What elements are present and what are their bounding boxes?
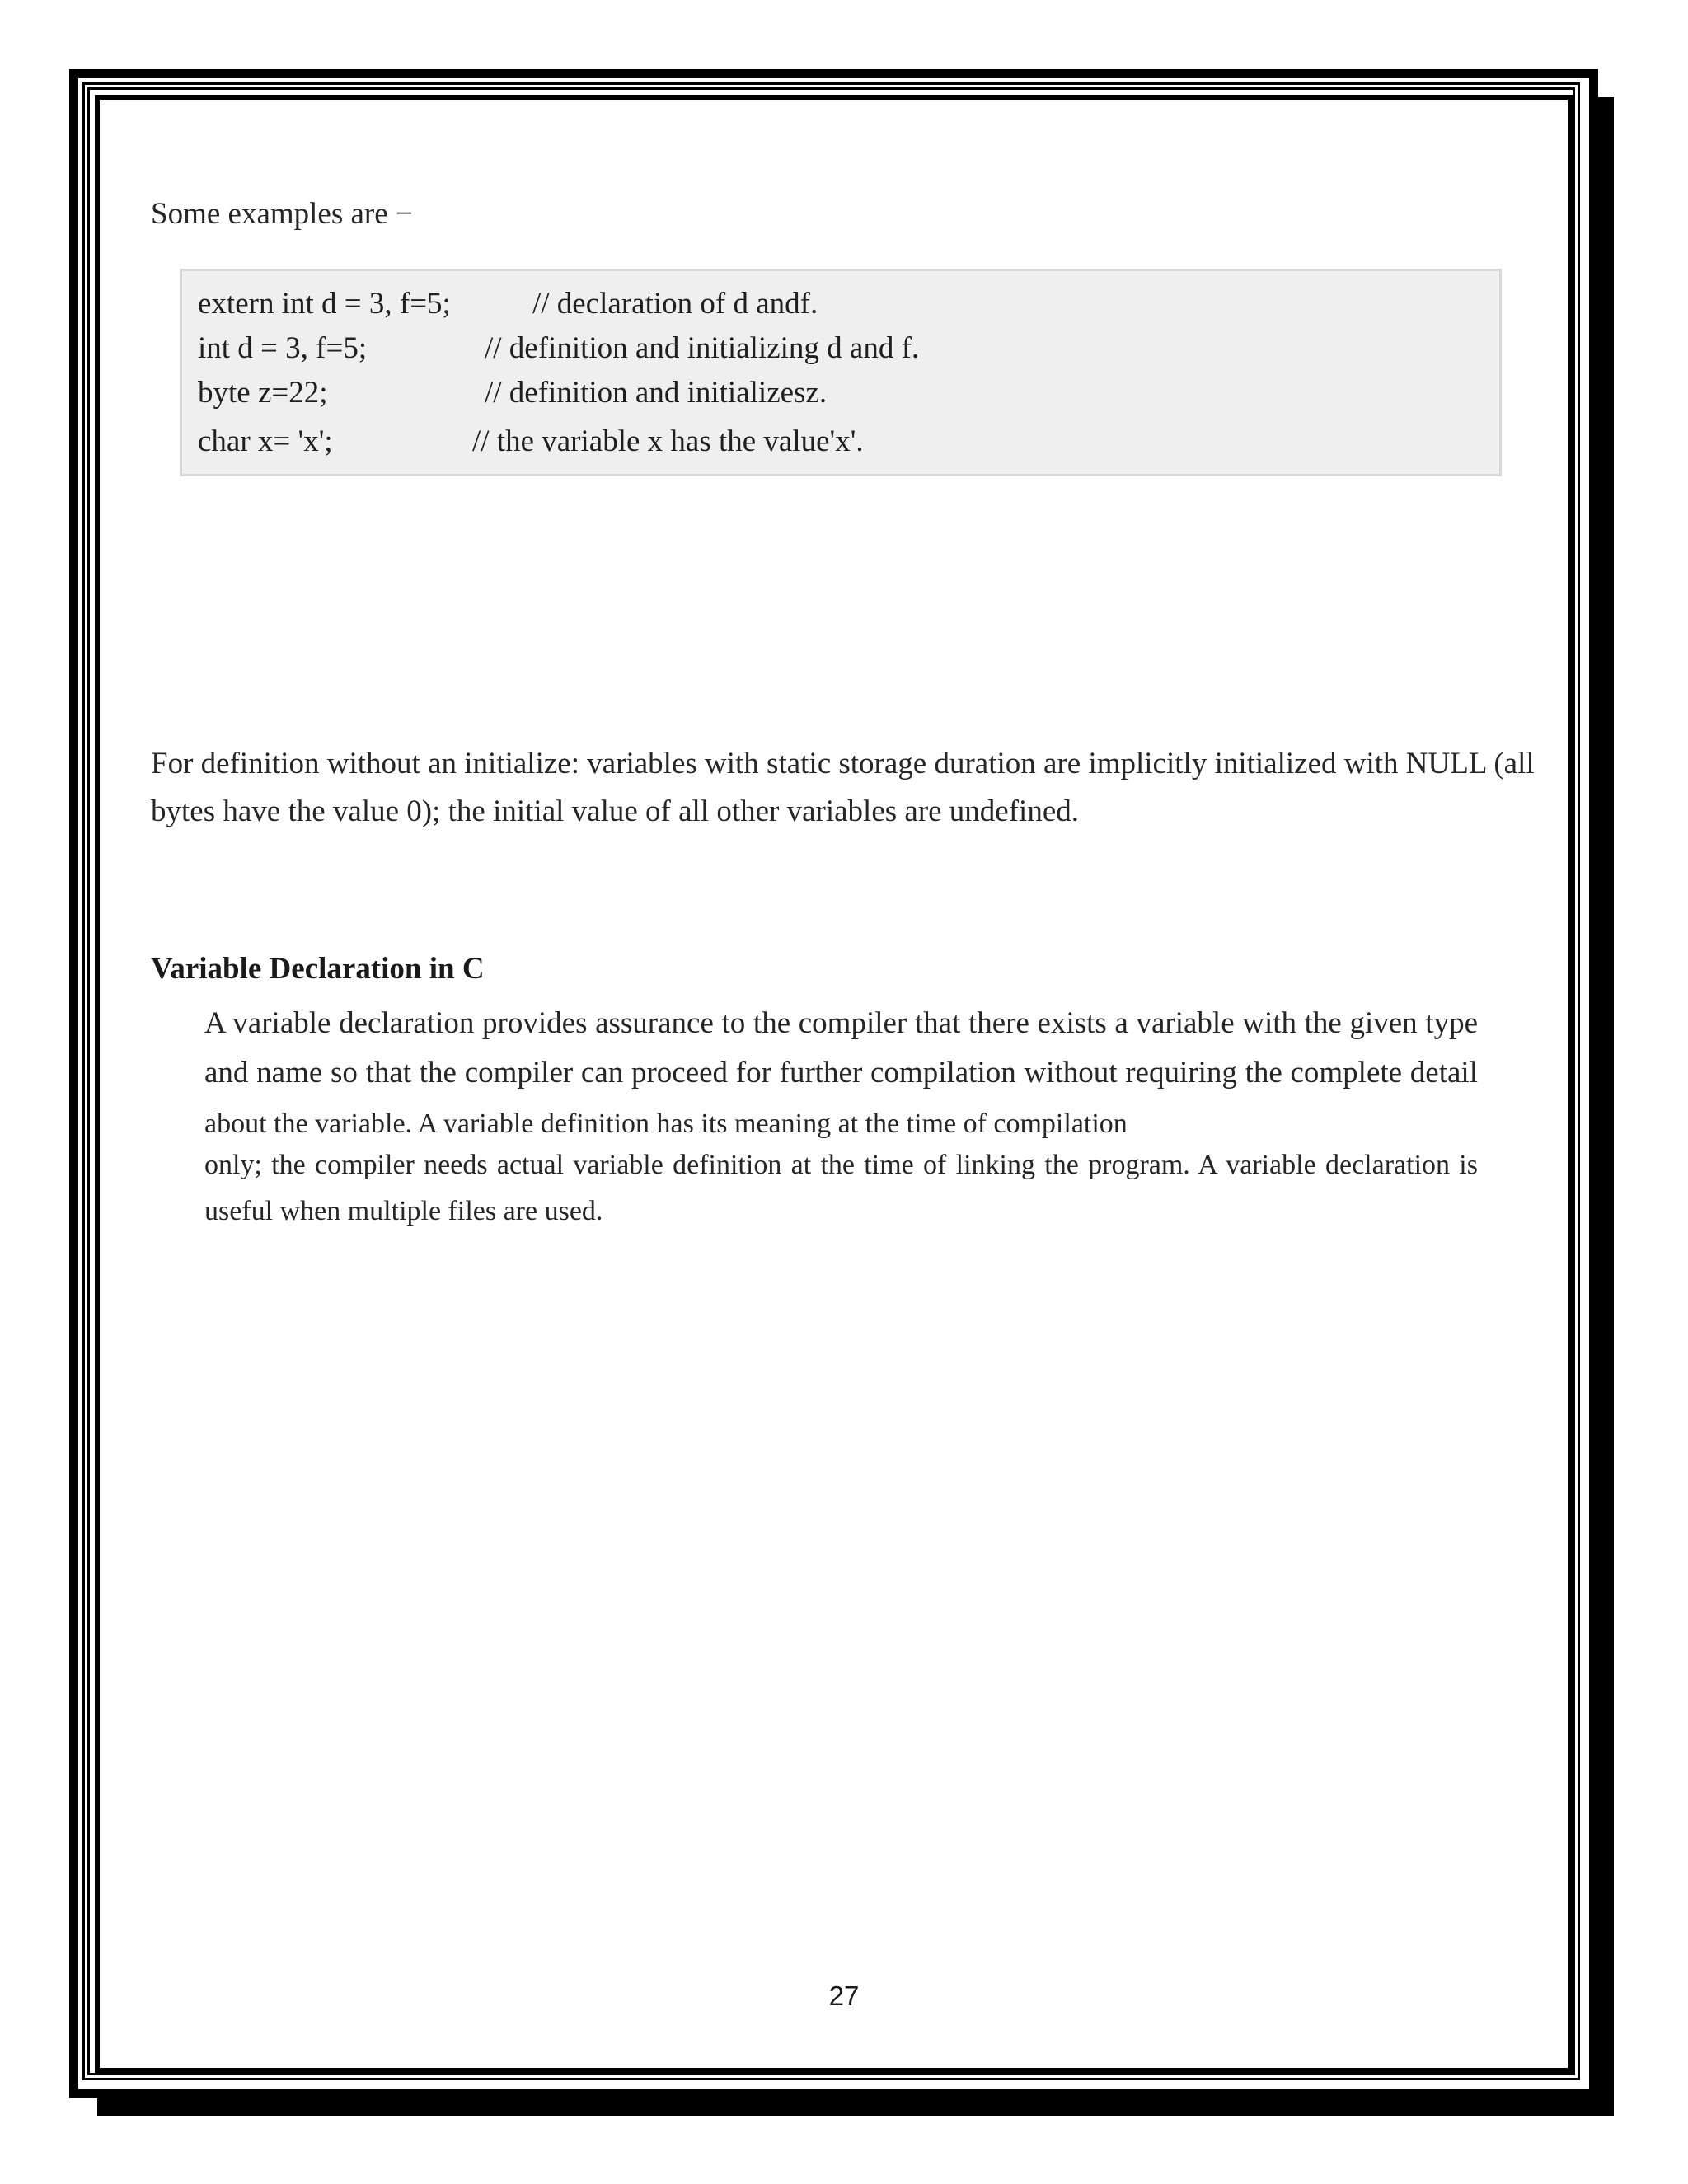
intro-text: Some examples are − <box>151 197 413 231</box>
section-body-large: A variable declaration provides assurance to the compiler that there exists a variable with the given type and name so that the compiler can proceed for further compilation without requiring the complete detail <box>204 1006 1478 1090</box>
code-comment-4: // the variable x has the value'x'. <box>472 424 864 458</box>
page-number: 27 <box>828 1980 860 2011</box>
code-comment-1: // declaration of d andf. <box>532 287 818 321</box>
code-line-3: byte z=22; <box>198 376 328 410</box>
code-line-2: int d = 3, f=5; <box>198 331 368 365</box>
code-line-4: char x= 'x'; <box>198 424 333 458</box>
code-comment-3: // definition and initializesz. <box>485 376 828 410</box>
section-body <box>204 999 1478 1149</box>
definition-paragraph: For definition without an initialize: variables with static storage duration are implicitly initialized with NULL (all bytes have the value 0); the initial value of all other variables are undefined. <box>151 747 1535 828</box>
section-heading: Variable Declaration in C <box>151 952 485 986</box>
code-line-1: extern int d = 3, f=5; <box>198 287 451 321</box>
section-body-small: about the variable. A variable definition has its meaning at the time of compilation <box>204 1108 1128 1139</box>
section-body-tail: only; the compiler needs actual variable definition at the time of linking the program. A variable declaration is useful when multiple files are used. <box>204 1150 1478 1226</box>
code-comment-2: // definition and initializing d and f. <box>485 331 920 365</box>
